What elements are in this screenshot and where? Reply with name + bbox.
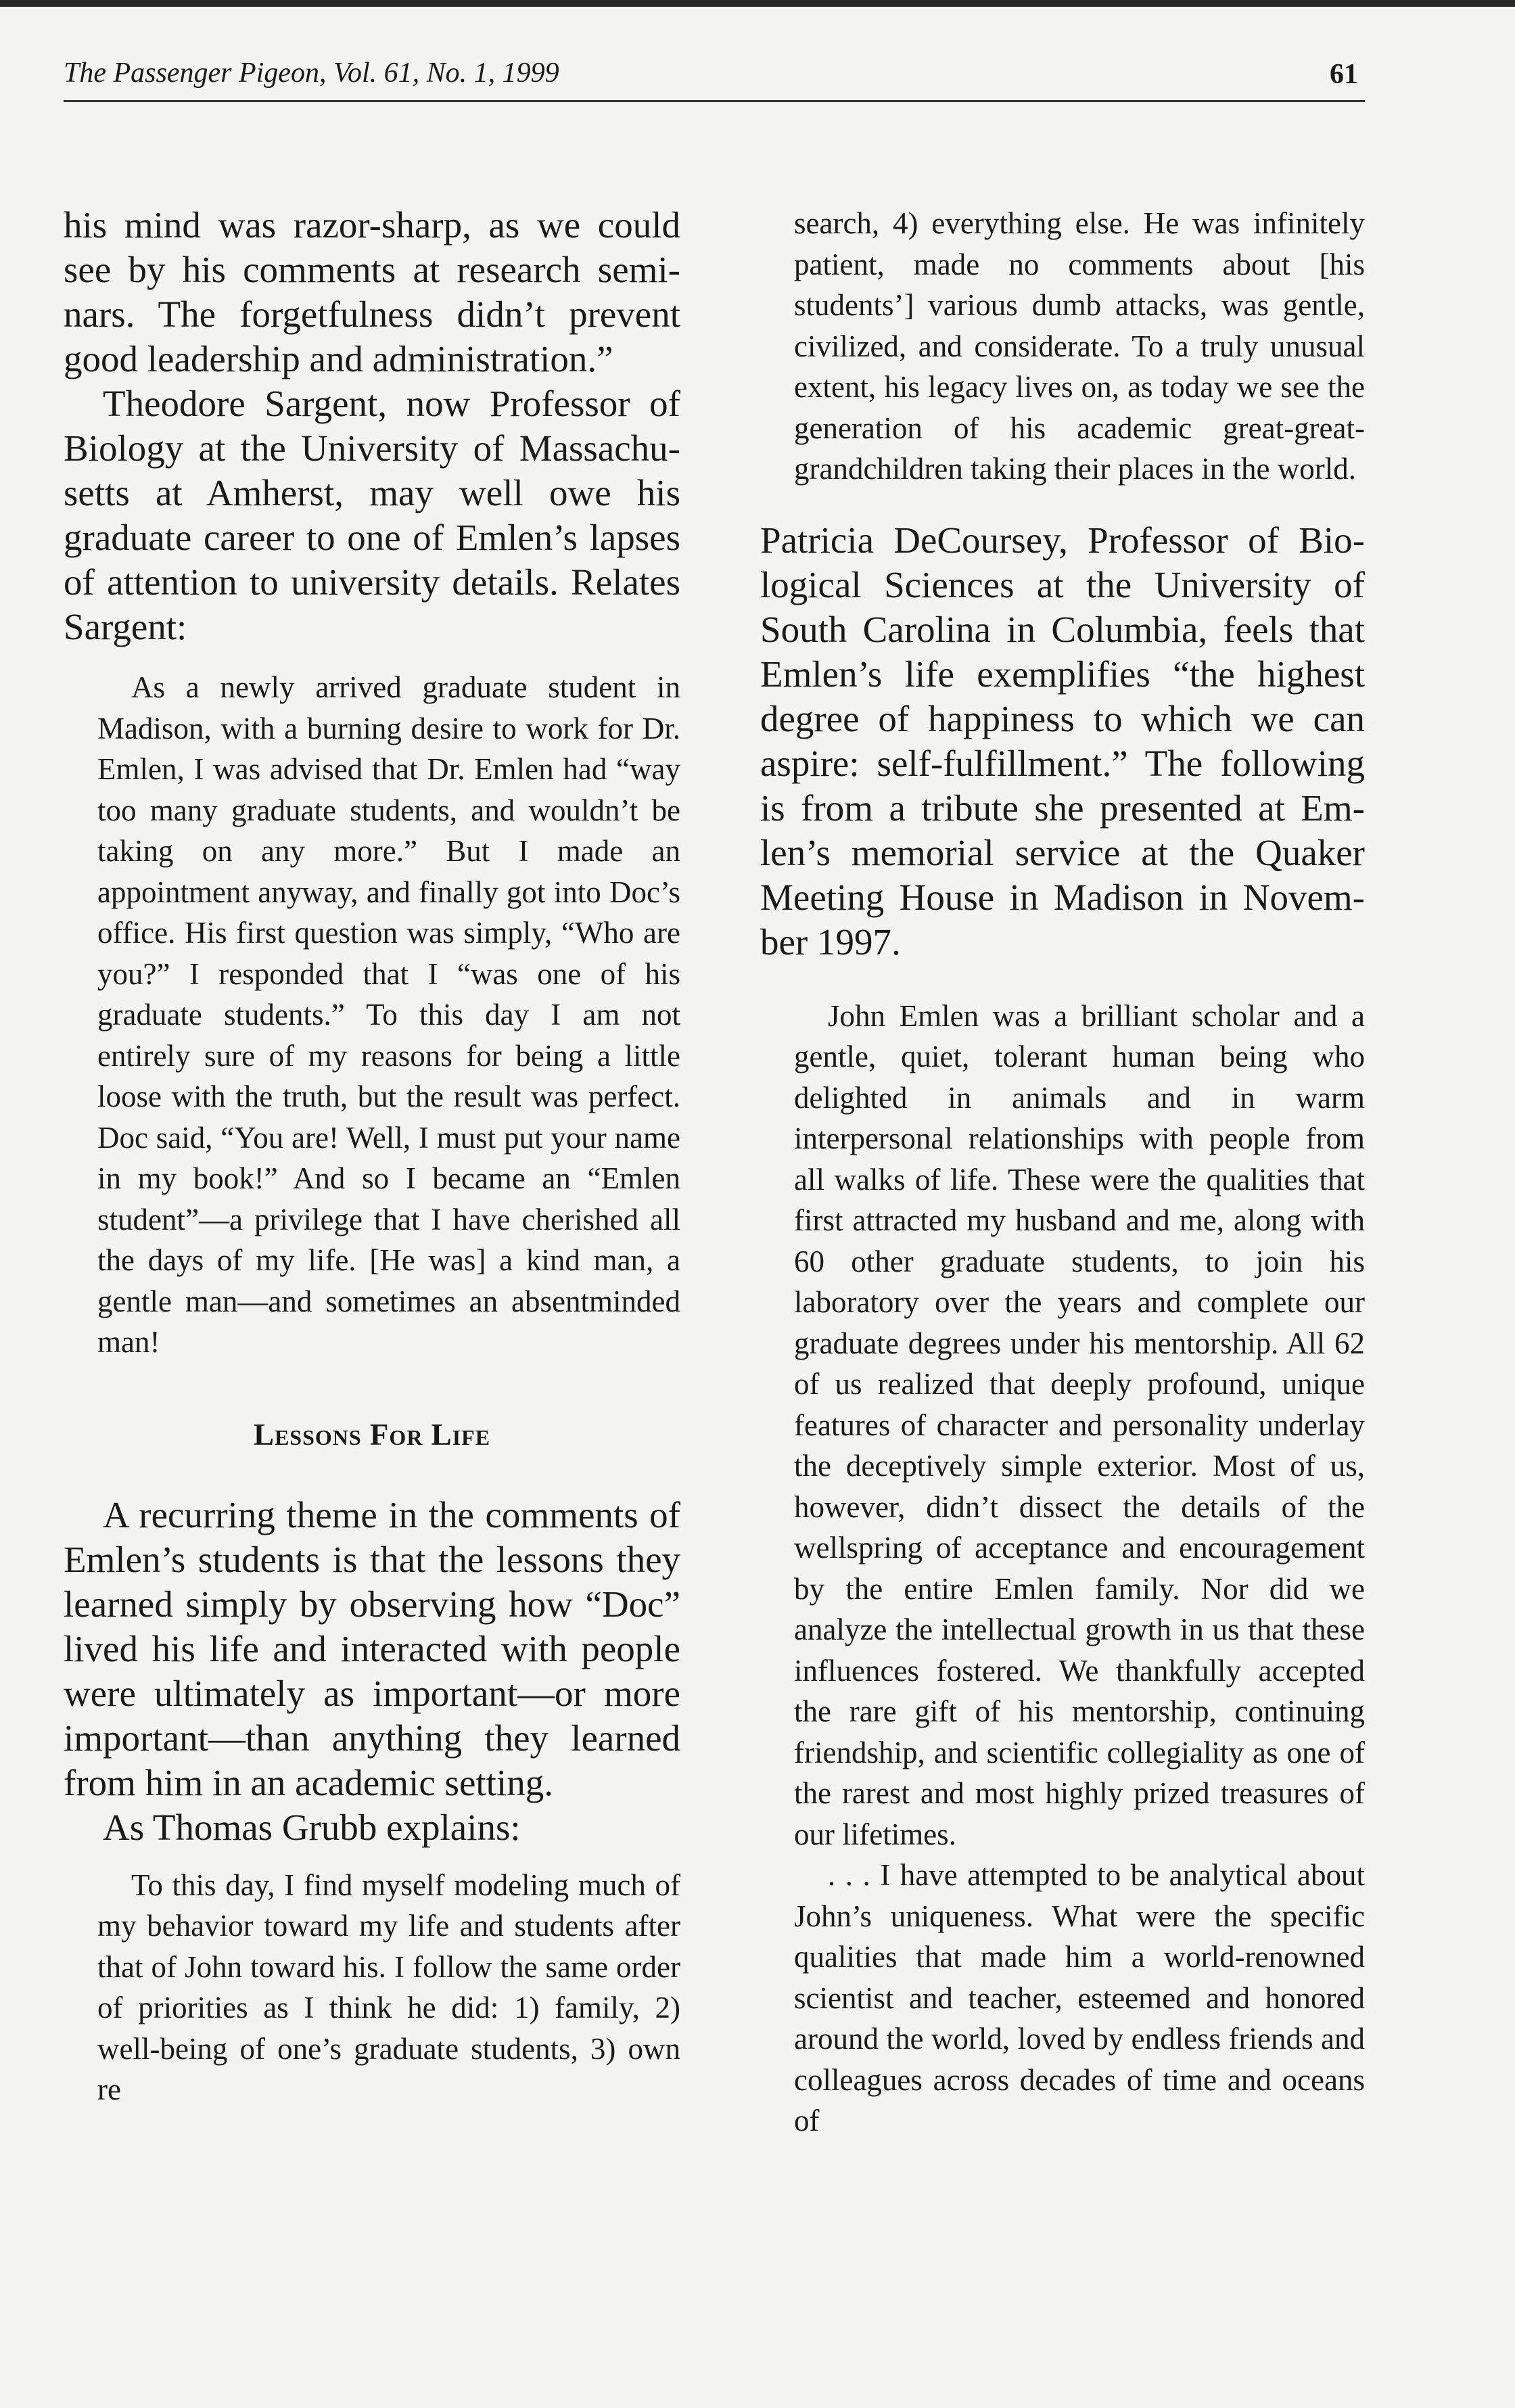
right-column: [760, 203, 1365, 2141]
page-number: 61: [1330, 59, 1358, 90]
paragraph-decoursey-intro: Patricia DeCoursey, Professor of Biological Sciences at the University of South Carolina in Columbia, feels that Emlen’s life exemplifies “the highest degree of happiness to which we can aspire: self-fulfillment.” The following is from a tribute she presented at Emlen’s memorial service at the Quaker Meeting House in Madison in November 1997.: [760, 519, 1365, 963]
section-heading: Lessons For Life: [253, 1417, 491, 1452]
block-quote-sargent: As a newly arrived graduate student in Madison, with a burning desire to work for Dr. Emlen, I was advised that Dr. Emlen had “way too many graduate students, and wouldn’t be taking on any more.” But I made an appointment anyway, and finally got into Doc’s office. His first question was simply, “Who are you?” I responded that I “was one of his graduate students.” To this day I am not entirely sure of my reasons for being a little loose with the truth, but the result was perfect. Doc said, “You are! Well, I must put your name in my book!” And so I became an “Emlen student”—a privilege that I have cherished all the days of my life. [He was] a kind man, a gentle man—and sometimes an absentminded man!: [97, 670, 680, 1359]
paragraph-grubb-intro: As Thomas Grubb explains:: [103, 1806, 521, 1848]
running-header: [64, 53, 1365, 102]
page-top-rule: [0, 0, 1515, 7]
block-quote-grubb-continued: search, 4) everything else. He was infinitely patient, made no comments about [his students’] various dumb attacks, was gentle, civilized, and considerate. To a truly unusual extent, his legacy lives on, as today we see the generation of his academic great-great-grandchildren taking their places in the world.: [794, 206, 1365, 486]
block-quote-decoursey: John Emlen was a brilliant scholar and a gentle, quiet, tolerant human being who delighted in animals and in warm interpersonal relationships with people from all walks of life. These were the qualities that first attracted my husband and me, along with 60 other graduate students, to join his laboratory over the years and complete our graduate degrees under his mentorship. All 62 of us realized that deeply profound, unique features of character and personality underlay the deceptively simple exterior. Most of us, however, didn’t dissect the details of the wellspring of acceptance and encouragement by the entire Emlen family. Nor did we analyze the intellectual growth in us that these influences fostered. We thankfully accepted the rare gift of his mentorship, continuing friendship, and scientific collegiality as one of the rarest and most highly prized treasures of our lifetimes.: [794, 998, 1365, 1851]
block-quote-grubb: To this day, I find myself modeling much of my behavior toward my life and students after that of John toward his. I follow the same order of priorities as I think he did: 1) family, 2) well-being of one’s graduate students, 3) own re: [97, 1868, 680, 2106]
left-column: [64, 203, 680, 2110]
paragraph-razor-sharp: his mind was razor-sharp, as we could see by his comments at research seminars. The forgetfulness didn’t prevent good leadership and administration.”: [64, 204, 680, 379]
paragraph-recurring-theme: A recurring theme in the comments of Emlen’s students is that the lessons they learned simply by observing how “Doc” lived his life and interacted with people were ultimately as important—or more important—than anything they learned from him in an academic setting.: [64, 1494, 680, 1803]
paragraph-sargent-intro: Theodore Sargent, now Professor of Biology at the University of Massachusetts at Amherst, may well owe his graduate career to one of Emlen’s lapses of attention to university details. Relates Sargent:: [64, 383, 680, 647]
running-title: The Passenger Pigeon, Vol. 61, No. 1, 1999: [64, 57, 559, 89]
block-quote-decoursey-continued: . . . I have attempted to be analytical about John’s uniqueness. What were the specific qualities that made him a world-renowned scientist and teacher, esteemed and honored around the world, loved by endless friends and colleagues across decades of time and oceans of: [794, 1858, 1365, 2137]
